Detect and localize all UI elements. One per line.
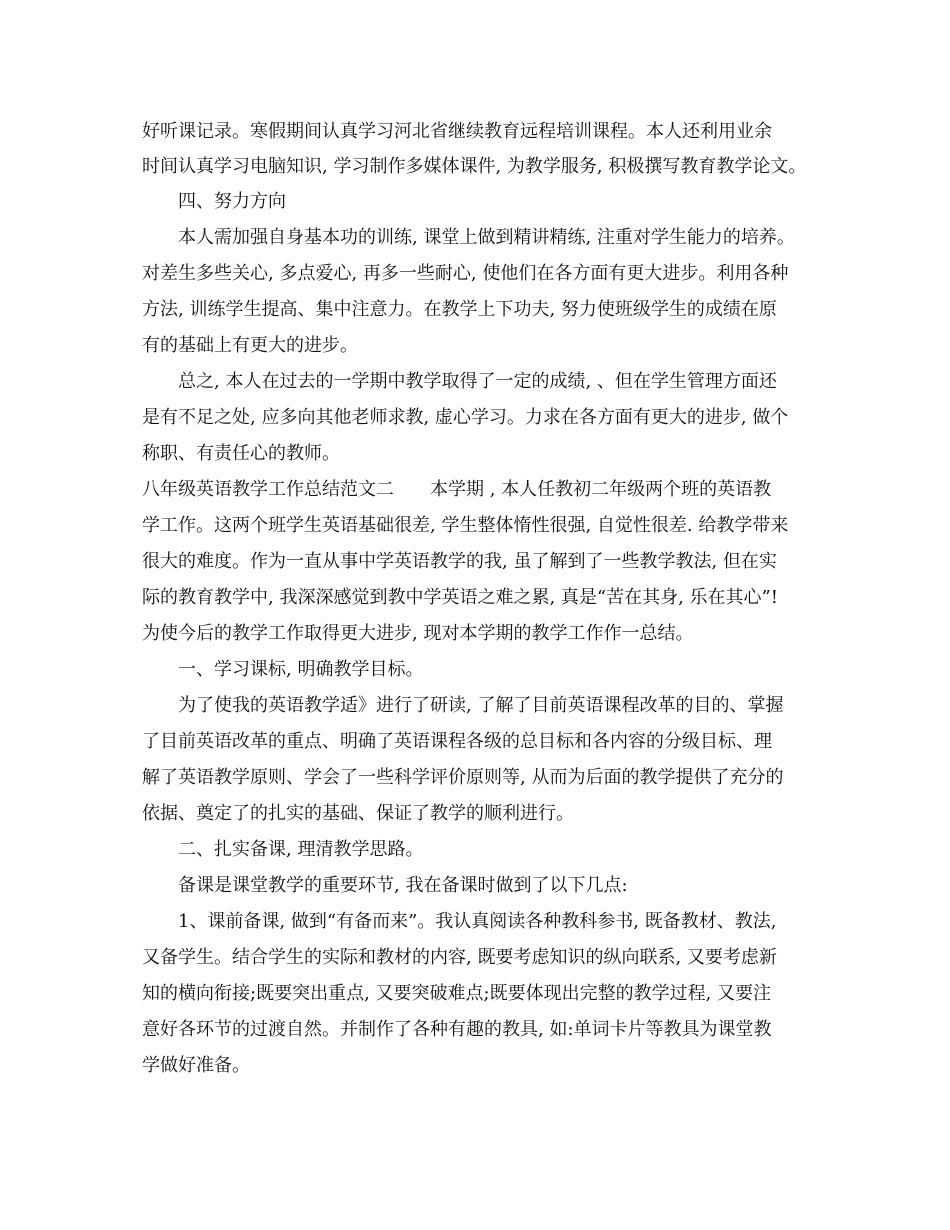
- text-line: 备课是课堂教学的重要环节, 我在备课时做到了以下几点:: [178, 875, 628, 896]
- text-line: 时间认真学习电脑知识, 学习制作多媒体课件, 为教学服务, 积极撰写教育教学论文。: [142, 156, 807, 177]
- text-line: 方法, 训练学生提高、集中注意力。在教学上下功夫, 努力使班级学生的成绩在原: [142, 299, 777, 320]
- text-line: 1、课前备课, 做到“有备而来”。我认真阅读各种教科参书, 既备教材、教法,: [178, 911, 777, 932]
- text-line: 很大的难度。作为一直从事中学英语教学的我, 虽了解到了一些教学教法, 但在实: [142, 551, 777, 572]
- text-line: 际的教育教学中, 我深深感觉到教中学英语之难之累, 真是“苦在其身, 乐在其心”!: [142, 587, 778, 608]
- text-line: 对差生多些关心, 多点爱心, 再多一些耐心, 使他们在各方面有更大进步。利用各种: [142, 263, 789, 284]
- text-line: 又备学生。结合学生的实际和教材的内容, 既要考虑知识的纵向联系, 又要考虑新: [142, 947, 777, 968]
- text-line: 好听课记录。寒假期间认真学习河北省继续教育远程培训课程。本人还利用业余: [142, 121, 772, 142]
- text-line: 本人需加强自身基本功的训练, 课堂上做到精讲精练, 注重对学生能力的培养。: [178, 227, 795, 248]
- text-line: 解了英语教学原则、学会了一些科学评价原则等, 从而为后面的教学提供了充分的: [142, 767, 784, 788]
- article-title-line: 八年级英语教学工作总结范文二 本学期 , 本人任教初二年级两个班的英语教: [142, 479, 772, 500]
- text-line: 为使今后的教学工作取得更大进步, 现对本学期的教学工作作一总结。: [142, 623, 694, 644]
- text-line: 为了使我的英语教学适》进行了研读, 了解了目前英语课程改革的目的、掌握: [178, 695, 784, 716]
- text-line: 有的基础上有更大的进步。: [142, 335, 358, 356]
- text-line: 依据、奠定了的扎实的基础、保证了教学的顺利进行。: [142, 803, 574, 824]
- text-line: 了目前英语改革的重点、明确了英语课程各级的总目标和各内容的分级目标、理: [142, 731, 772, 752]
- section-heading: 一、学习课标, 明确教学目标。: [178, 659, 424, 680]
- text-line: 是有不足之处, 应多向其他老师求教, 虚心学习。力求在各方面有更大的进步, 做个: [142, 407, 789, 428]
- text-line: 称职、有责任心的教师。: [142, 443, 340, 464]
- text-line: 意好各环节的过渡自然。并制作了各种有趣的教具, 如:单词卡片等教具为课堂教: [142, 1019, 772, 1040]
- text-line: 知的横向衔接;既要突出重点, 又要突破难点;既要体现出完整的教学过程, 又要注: [142, 983, 772, 1004]
- section-heading: 二、扎实备课, 理清教学思路。: [178, 839, 424, 860]
- text-line: 总之, 本人在过去的一学期中教学取得了一定的成绩, 、但在学生管理方面还: [178, 371, 777, 392]
- text-line: 学做好准备。: [142, 1055, 250, 1076]
- text-line: 学工作。这两个班学生英语基础很差, 学生整体惰性很强, 自觉性很差. 给教学带来: [142, 515, 789, 536]
- section-heading: 四、努力方向: [178, 191, 286, 212]
